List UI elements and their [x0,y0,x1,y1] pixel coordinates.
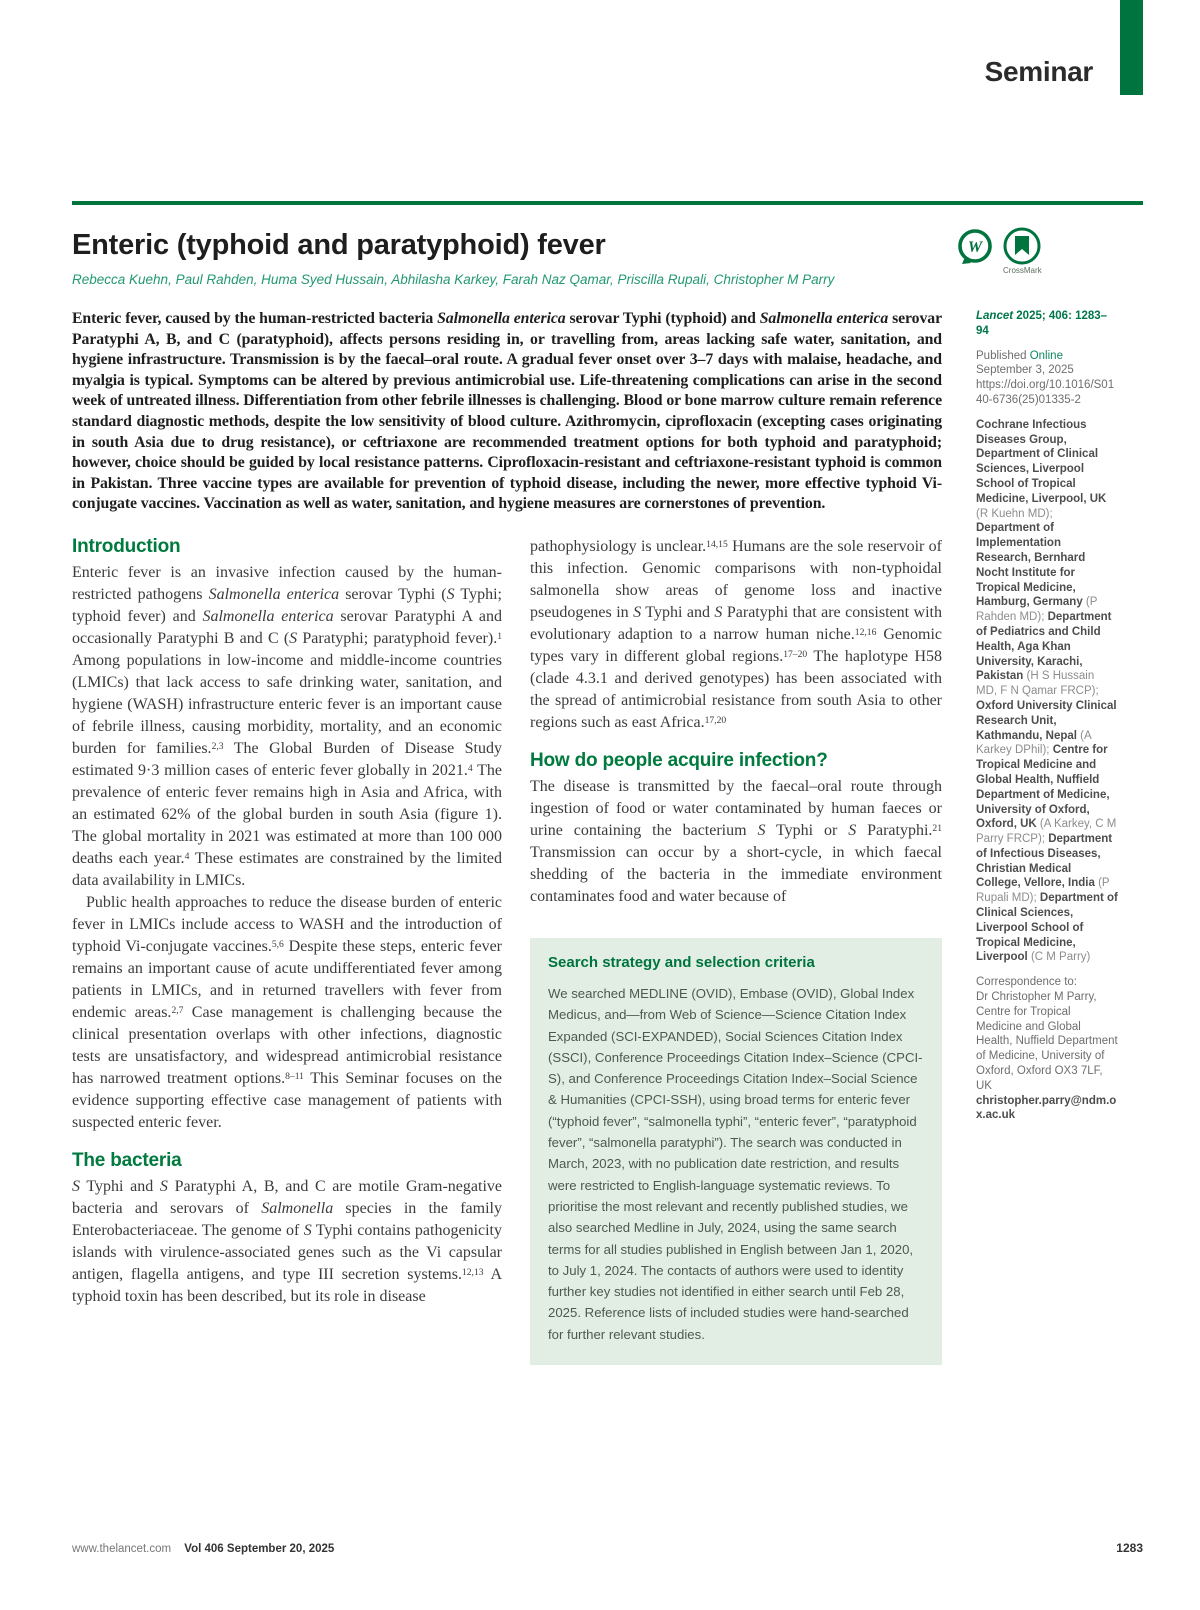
published-online-label: Published Online September 3, 2025 [976,349,1074,377]
section-label: Seminar [984,56,1093,87]
paragraph-bacteria-1: S Typhi and S Paratyphi A, B, and C are motile Gram-negative bacteria and serovars of Salmonella species in the family Enterobacteriaceae. The genome of S Typhi contains pathogenicity islands with virulence-associated genes such as the Vi capsular antigen, flagella antigens, and type III secretion systems.$^{12,13}$ A typhoid toxin has been described, but its role in disease [72,1177,503,1305]
authors-line: Rebecca Kuehn, Paul Rahden, Huma Syed Hussain, Abhilasha Karkey, Farah Naz Qamar, Priscilla Rupali, Christopher M Parry [72,272,835,287]
sidebar-correspondence [976,975,1118,1123]
doi-link[interactable]: https://doi.org/10.1016/S0140-6736(25)01335-2 [976,379,1115,406]
content-row [72,309,1143,1365]
footer-left [72,1543,334,1555]
correspondence-email-link[interactable]: christopher.parry@ndm.ox.ac.uk [976,1094,1117,1122]
paragraph-introduction-1: Enteric fever is an invasive infection caused by the human-restricted pathogens Salmonella enterica serovar Typhi (S Typhi; typhoid fever) and Salmonella enterica serovar Paratyphi A and occasionally Paratyphi B and C (S Paratyphi; paratyphoid fever).$^1$ Among populations in low-income and middle-income countries (LMICs) that lack access to safe drinking water, sanitation, and hygiene (WASH) infrastructure enteric fever is an important cause of febrile illness, causing morbidity, mortality, and an economic burden for families.$^{2,3}$ The Global Burden of Disease Study estimated 9·3 million cases of enteric fever globally in 2021.$^4$ The prevalence of enteric fever remains high in Asia and Africa, with an estimated 62% of the global burden in south Asia (figure 1). The global mortality in 2021 was estimated at more than 100 000 deaths each year.$^4$ These estimates are constrained by the limited data availability in LMICs. [72,563,503,889]
paragraph-acquire-infection: The disease is transmitted by the faecal–oral route through ingestion of food or water contaminated by human faeces or urine containing the bacterium S Typhi or S Paratyphi.$^{21}$ Transmission can occur by a short-cycle, in which faecal shedding of the bacteria in the immediate environment contaminates food and water because of [530,777,942,905]
crossmark-icon[interactable] [1003,227,1042,275]
footer-issue: Vol 406 September 20, 2025 [184,1543,335,1555]
sidebar-published [976,349,1118,408]
w-circle-icon[interactable] [955,227,995,267]
abstract: Enteric fever, caused by the human-restricted bacteria Salmonella enterica serovar Typhi (typhoid) and Salmonella enterica serovar Paratyphi A, B, and C (paratyphoid), affects persons residing in, or travelling from, areas lacking safe water, sanitation, and hygiene infrastructure. Transmission is by the faecal–oral route. A gradual fever onset over 3–7 days with malaise, headache, and myalgia is typical. Symptoms can be altered by previous antimicrobial use. Life-threatening complications can arise in the second week of untreated illness. Differentiation from other febrile illnesses is challenging. Blood or bone marrow culture remain reference standard diagnostic methods, despite the low sensitivity of blood culture. Azithromycin, ciprofloxacin (excepting cases originating in south Asia due to drug resistance), or ceftriaxone are recommended treatment options for both typhoid and paratyphoid; however, choice should be guided by local resistance patterns. Ciprofloxacin-resistant and ceftriaxone-resistant typhoid is common in Pakistan. Three vaccine types are available for prevention of typhoid disease, including the newer, more effective typhoid Vi-conjugate vaccines. Vaccination as well as water, sanitation, and hygiene measures are cornerstones of prevention. [72,310,942,513]
divider-rule [72,201,1143,205]
panel-title: Search strategy and selection criteria [548,953,815,971]
panel-body: We searched MEDLINE (OVID), Embase (OVID), Global Index Medicus, and—from Web of Science—Science Citation Index Expanded (SCI-EXPANDED), Social Sciences Citation Index (SSCI), Conference Proceedings Citation Index–Science (CPCI-S), and Conference Proceedings Citation Index–Social Science & Humanities (CPCI-SSH), using broad terms for enteric fever (“typhoid fever”, “salmonella typhi”, “enteric fever”, “paratyphoid fever”, “salmonella paratyphi”). The search was conducted in March, 2023, with no publication date restriction, and results were restricted to English-language systematic reviews. To prioritise the most relevant and recently published studies, we also searched Medline in July, 2024, using the same search terms for all studies published in English between Jan 1, 2020, to July 1, 2024. The contacts of authors were used to identity further key studies not identified in either search until Feb 28, 2025. Reference lists of included studies were hand-searched for further relevant studies. [548,985,923,1342]
correspondence-text: Correspondence to: Dr Christopher M Parry, Centre for Tropical Medicine and Global Health, Nuffield Department of Medicine, University of Oxford, Oxford OX3 7LF, UK [976,976,1118,1092]
left-column [72,536,502,1365]
svg-text:W: W [967,239,983,256]
title-row [72,229,1143,275]
sidebar-citation: Lancet 2025; 406: 1283–94 [976,310,1108,337]
sidebar-affiliations: Cochrane Infectious Diseases Group, Department of Clinical Sciences, Liverpool School of Tropical Medicine, Liverpool, UK (R Kuehn MD); Department of Implementation Research, Bernhard Nocht Institute for Tropical Medicine, Hamburg, Germany (P Rahden MD); Department of Pediatrics and Child Health, Aga Khan University, Karachi, Pakistan (H S Hussain MD, F N Qamar FRCP); Oxford University Clinical Research Unit, Kathmandu, Nepal (A Karkey DPhil); Centre for Tropical Medicine and Global Health, Nuffield Department of Medicine, University of Oxford, Oxford, UK (A Karkey, C M Parry FRCP); Department of Infectious Diseases, Christian Medical College, Vellore, India (P Rupali MD); Department of Clinical Sciences, Liverpool School of Tropical Medicine, Liverpool (C M Parry) [976,418,1118,964]
page-title: Enteric (typhoid and paratyphoid) fever [72,229,606,261]
header [72,0,1143,201]
article-marks [955,227,1042,275]
paragraph-pathophysiology: pathophysiology is unclear.$^{14,15}$ Humans are the sole reservoir of this infection. Genomic comparisons with non-typhoidal salmonella show areas of genome loss and inactive pseudogenes in S Typhi and S Paratyphi that are consistent with evolutionary adaption to a narrow human niche.$^{12,16}$ Genomic types vary in different global regions.$^{17-20}$ The haplotype H58 (clade 4.3.1 and derived genotypes) has been associated with the spread of antimicrobial resistance from south Asia to other regions such as east Africa.$^{17,20}$ [530,537,943,731]
footer-site-link[interactable]: www.thelancet.com [72,1543,172,1555]
section-heading-introduction: Introduction [72,535,181,557]
search-strategy-panel [530,938,942,1365]
right-column [530,536,942,1365]
page-number: 1283 [1116,1541,1143,1555]
crossmark-label: CrossMark [1003,266,1042,275]
green-band [1120,0,1143,95]
main-text-area [72,309,942,1365]
paragraph-introduction-2: Public health approaches to reduce the disease burden of enteric fever in LMICs include access to WASH and the introduction of typhoid Vi-conjugate vaccines.$^{5,6}$ Despite these steps, enteric fever remains an important cause of acute undifferentiated fever among patients in LMICs, and in returned travellers with fever from endemic areas.$^{2,7}$ Case management is challenging because the clinical presentation overlaps with other infections, diagnostic tests are unsatisfactory, and widespread antimicrobial resistance has narrowed treatment options.$^{8-11}$ This Seminar focuses on the evidence supporting effective case management of patients with suspected enteric fever. [72,893,502,1131]
section-heading-bacteria: The bacteria [72,1149,182,1171]
sidebar [976,309,1118,1133]
text-columns [72,536,942,1365]
section-heading-acquire-infection: How do people acquire infection? [530,749,828,771]
footer [72,1541,1143,1555]
